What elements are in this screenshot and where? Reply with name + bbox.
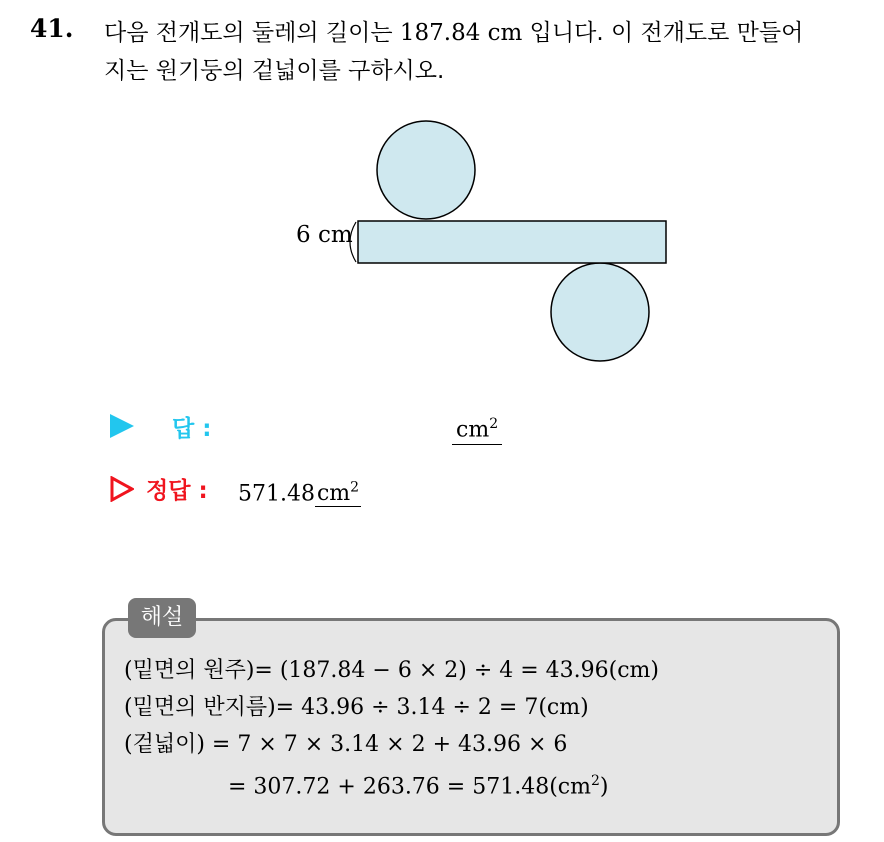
- solution-label: 정답 :: [146, 478, 208, 504]
- bottom-circle: [551, 263, 649, 361]
- solution-value: $571.48cm^2$: [238, 480, 360, 507]
- top-circle: [377, 121, 475, 219]
- explanation-tag: 해설: [128, 598, 196, 638]
- answer-blank[interactable]: $cm^2$: [452, 410, 502, 445]
- play-arrow-icon: [110, 414, 134, 438]
- explanation-line-4: = $307.72 + 263.76 = 571.48(cm^2)$: [228, 773, 609, 800]
- cylinder-net-figure: [0, 0, 884, 400]
- solution-row: [110, 472, 710, 506]
- answer-label: 답 :: [172, 416, 212, 442]
- answer-row: [110, 410, 710, 444]
- explanation-lines: [124, 652, 824, 805]
- question-number: 41.: [30, 14, 74, 43]
- explanation-line-3: (겉넓이) = 7 × 7 × 3.14 × 2 + 43.96 × 6: [124, 732, 568, 757]
- outline-arrow-icon: [110, 476, 134, 502]
- explanation-line-1: (밑면의 원주)= (187.84 − 6 × 2) ÷ 4 = 43.96(cm): [124, 658, 659, 683]
- side-rectangle: [358, 221, 666, 263]
- height-label: 6 cm: [296, 222, 353, 248]
- explanation-line-2: (밑면의 반지름)= 43.96 ÷ 3.14 ÷ 2 = 7(cm): [124, 695, 589, 720]
- question-line-1: 다음 전개도의 둘레의 길이는 187.84 cm 입니다. 이 전개도로 만들어: [104, 20, 804, 46]
- question-line-2: 지는 원기둥의 겉넓이를 구하시오.: [104, 58, 445, 84]
